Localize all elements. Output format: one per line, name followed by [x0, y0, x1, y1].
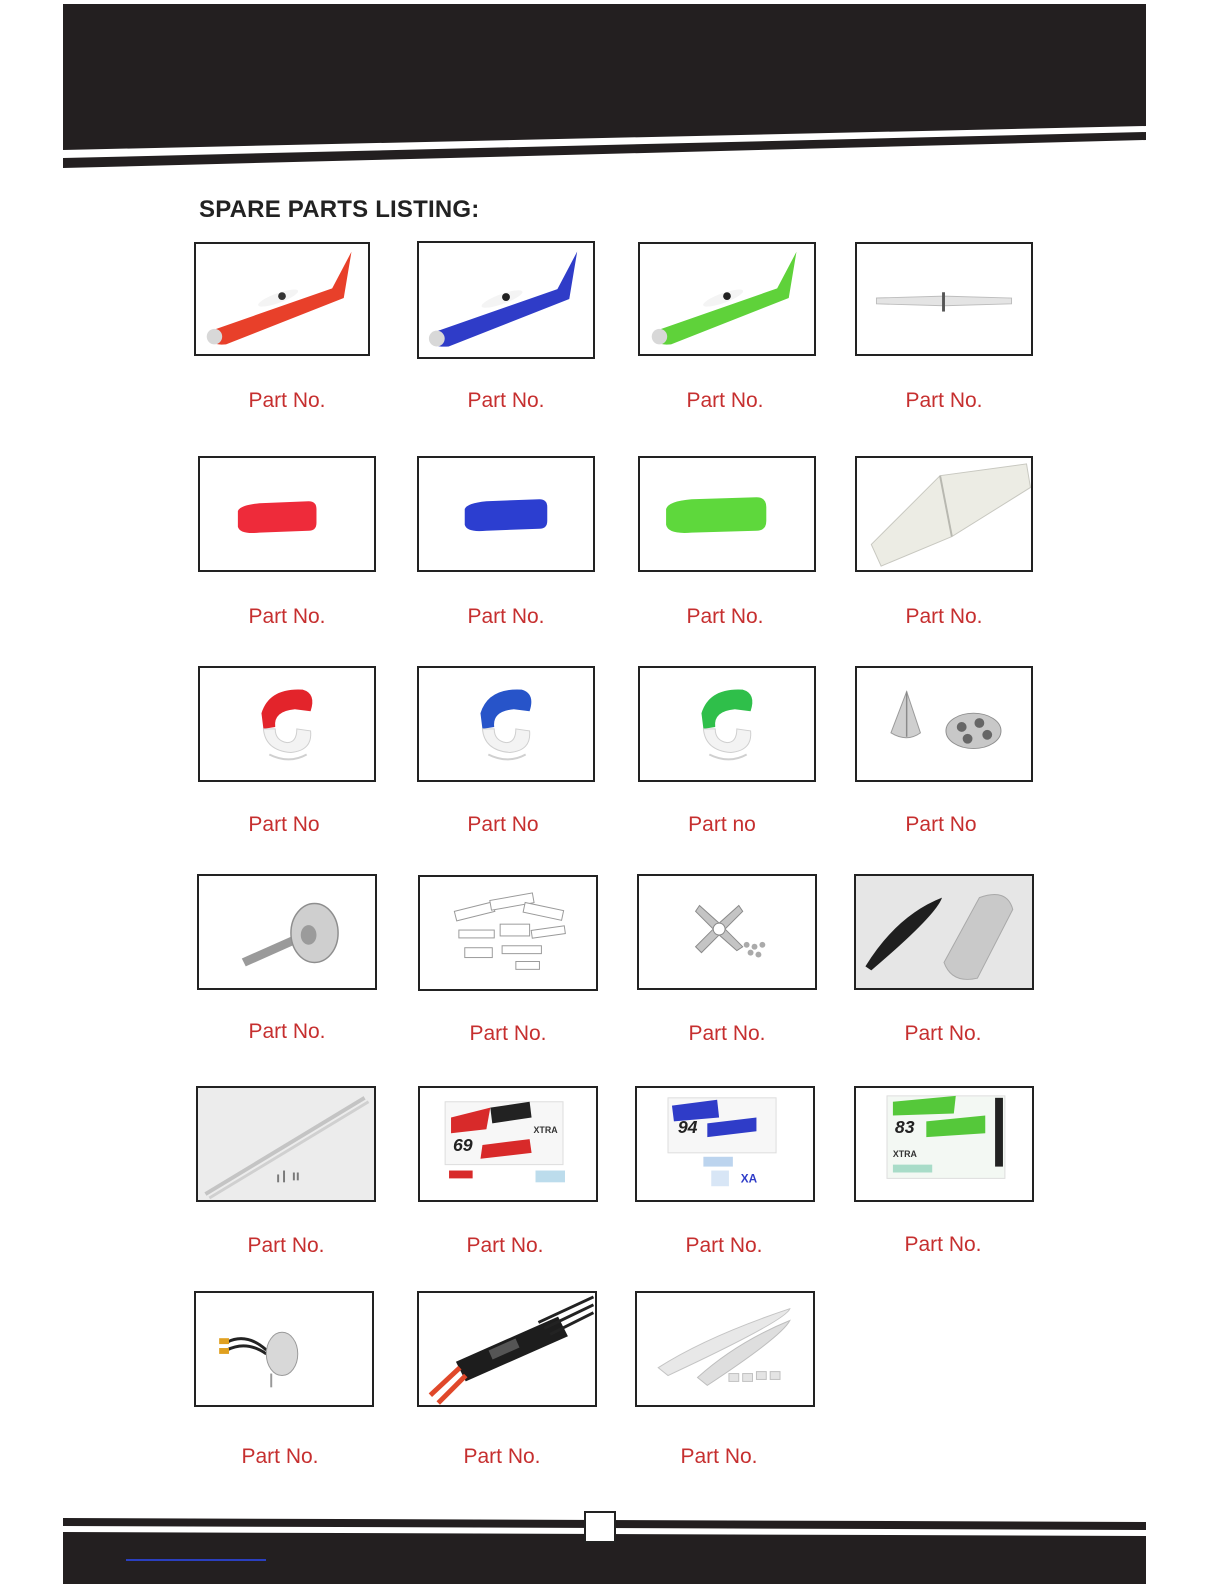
part-image-plastic-parts [418, 875, 598, 991]
part-image-decals-blue [635, 1086, 815, 1202]
decal-number: 83 [894, 1117, 915, 1138]
part-label: Part No. [688, 1022, 766, 1045]
part-image-esc [417, 1291, 597, 1407]
part-image-brushless-motor [194, 1291, 374, 1407]
part-label: Part no [688, 813, 756, 836]
part-image-main-wing [855, 456, 1033, 572]
part-image-horizontal-stabilizer [855, 242, 1033, 356]
part-label: Part No. [248, 605, 326, 628]
part-label: Part No. [248, 389, 326, 412]
part-label: Part No. [686, 605, 764, 628]
part-image-carbon-rods [196, 1086, 376, 1202]
part-image-decals-green [854, 1086, 1034, 1202]
part-image-canopy-red [198, 456, 376, 572]
header-band [63, 4, 1146, 168]
part-label: Part No. [467, 389, 545, 412]
part-image-fuselage-red [194, 242, 370, 356]
part-label: Part No. [466, 1234, 544, 1257]
part-label: Part No [905, 813, 977, 836]
part-label: Part No. [247, 1234, 325, 1257]
part-image-decals-red [418, 1086, 598, 1202]
part-image-canopy-green [638, 456, 816, 572]
footer-link-underline [126, 1559, 266, 1561]
page-title: SPARE PARTS LISTING: [199, 196, 480, 223]
part-label: Part No. [905, 605, 983, 628]
part-image-motor-shaft [197, 874, 377, 990]
part-image-fuselage-green [638, 242, 816, 356]
part-image-cowl-green [638, 666, 816, 782]
part-label: Part No. [467, 605, 545, 628]
svg-text:XA: XA [740, 1172, 758, 1186]
part-image-fuselage-blue [417, 241, 595, 359]
part-image-spinner [855, 666, 1033, 782]
part-image-canopy-blue [417, 456, 595, 572]
part-image-propellers [635, 1291, 815, 1407]
decal-number: 69 [452, 1134, 473, 1155]
svg-text:XTRA: XTRA [533, 1125, 558, 1136]
part-label: Part No. [241, 1445, 319, 1468]
part-label: Part No. [685, 1234, 763, 1257]
part-label: Part No. [680, 1445, 758, 1468]
part-label: Part No [248, 813, 320, 836]
part-label: Part No. [686, 389, 764, 412]
decal-number: 94 [677, 1117, 698, 1138]
part-image-cowl-blue [417, 666, 595, 782]
part-image-landing-gear-fairing [854, 874, 1034, 990]
part-label: Part No. [904, 1233, 982, 1256]
svg-text:XTRA: XTRA [892, 1148, 917, 1159]
part-label: Part No. [248, 1020, 326, 1043]
part-label: Part No. [463, 1445, 541, 1468]
part-label: Part No. [904, 1022, 982, 1045]
part-label: Part No [467, 813, 539, 836]
part-label: Part No. [905, 389, 983, 412]
part-image-motor-mount [637, 874, 817, 990]
part-image-cowl-red [198, 666, 376, 782]
part-label: Part No. [469, 1022, 547, 1045]
page-number-box [584, 1511, 616, 1543]
